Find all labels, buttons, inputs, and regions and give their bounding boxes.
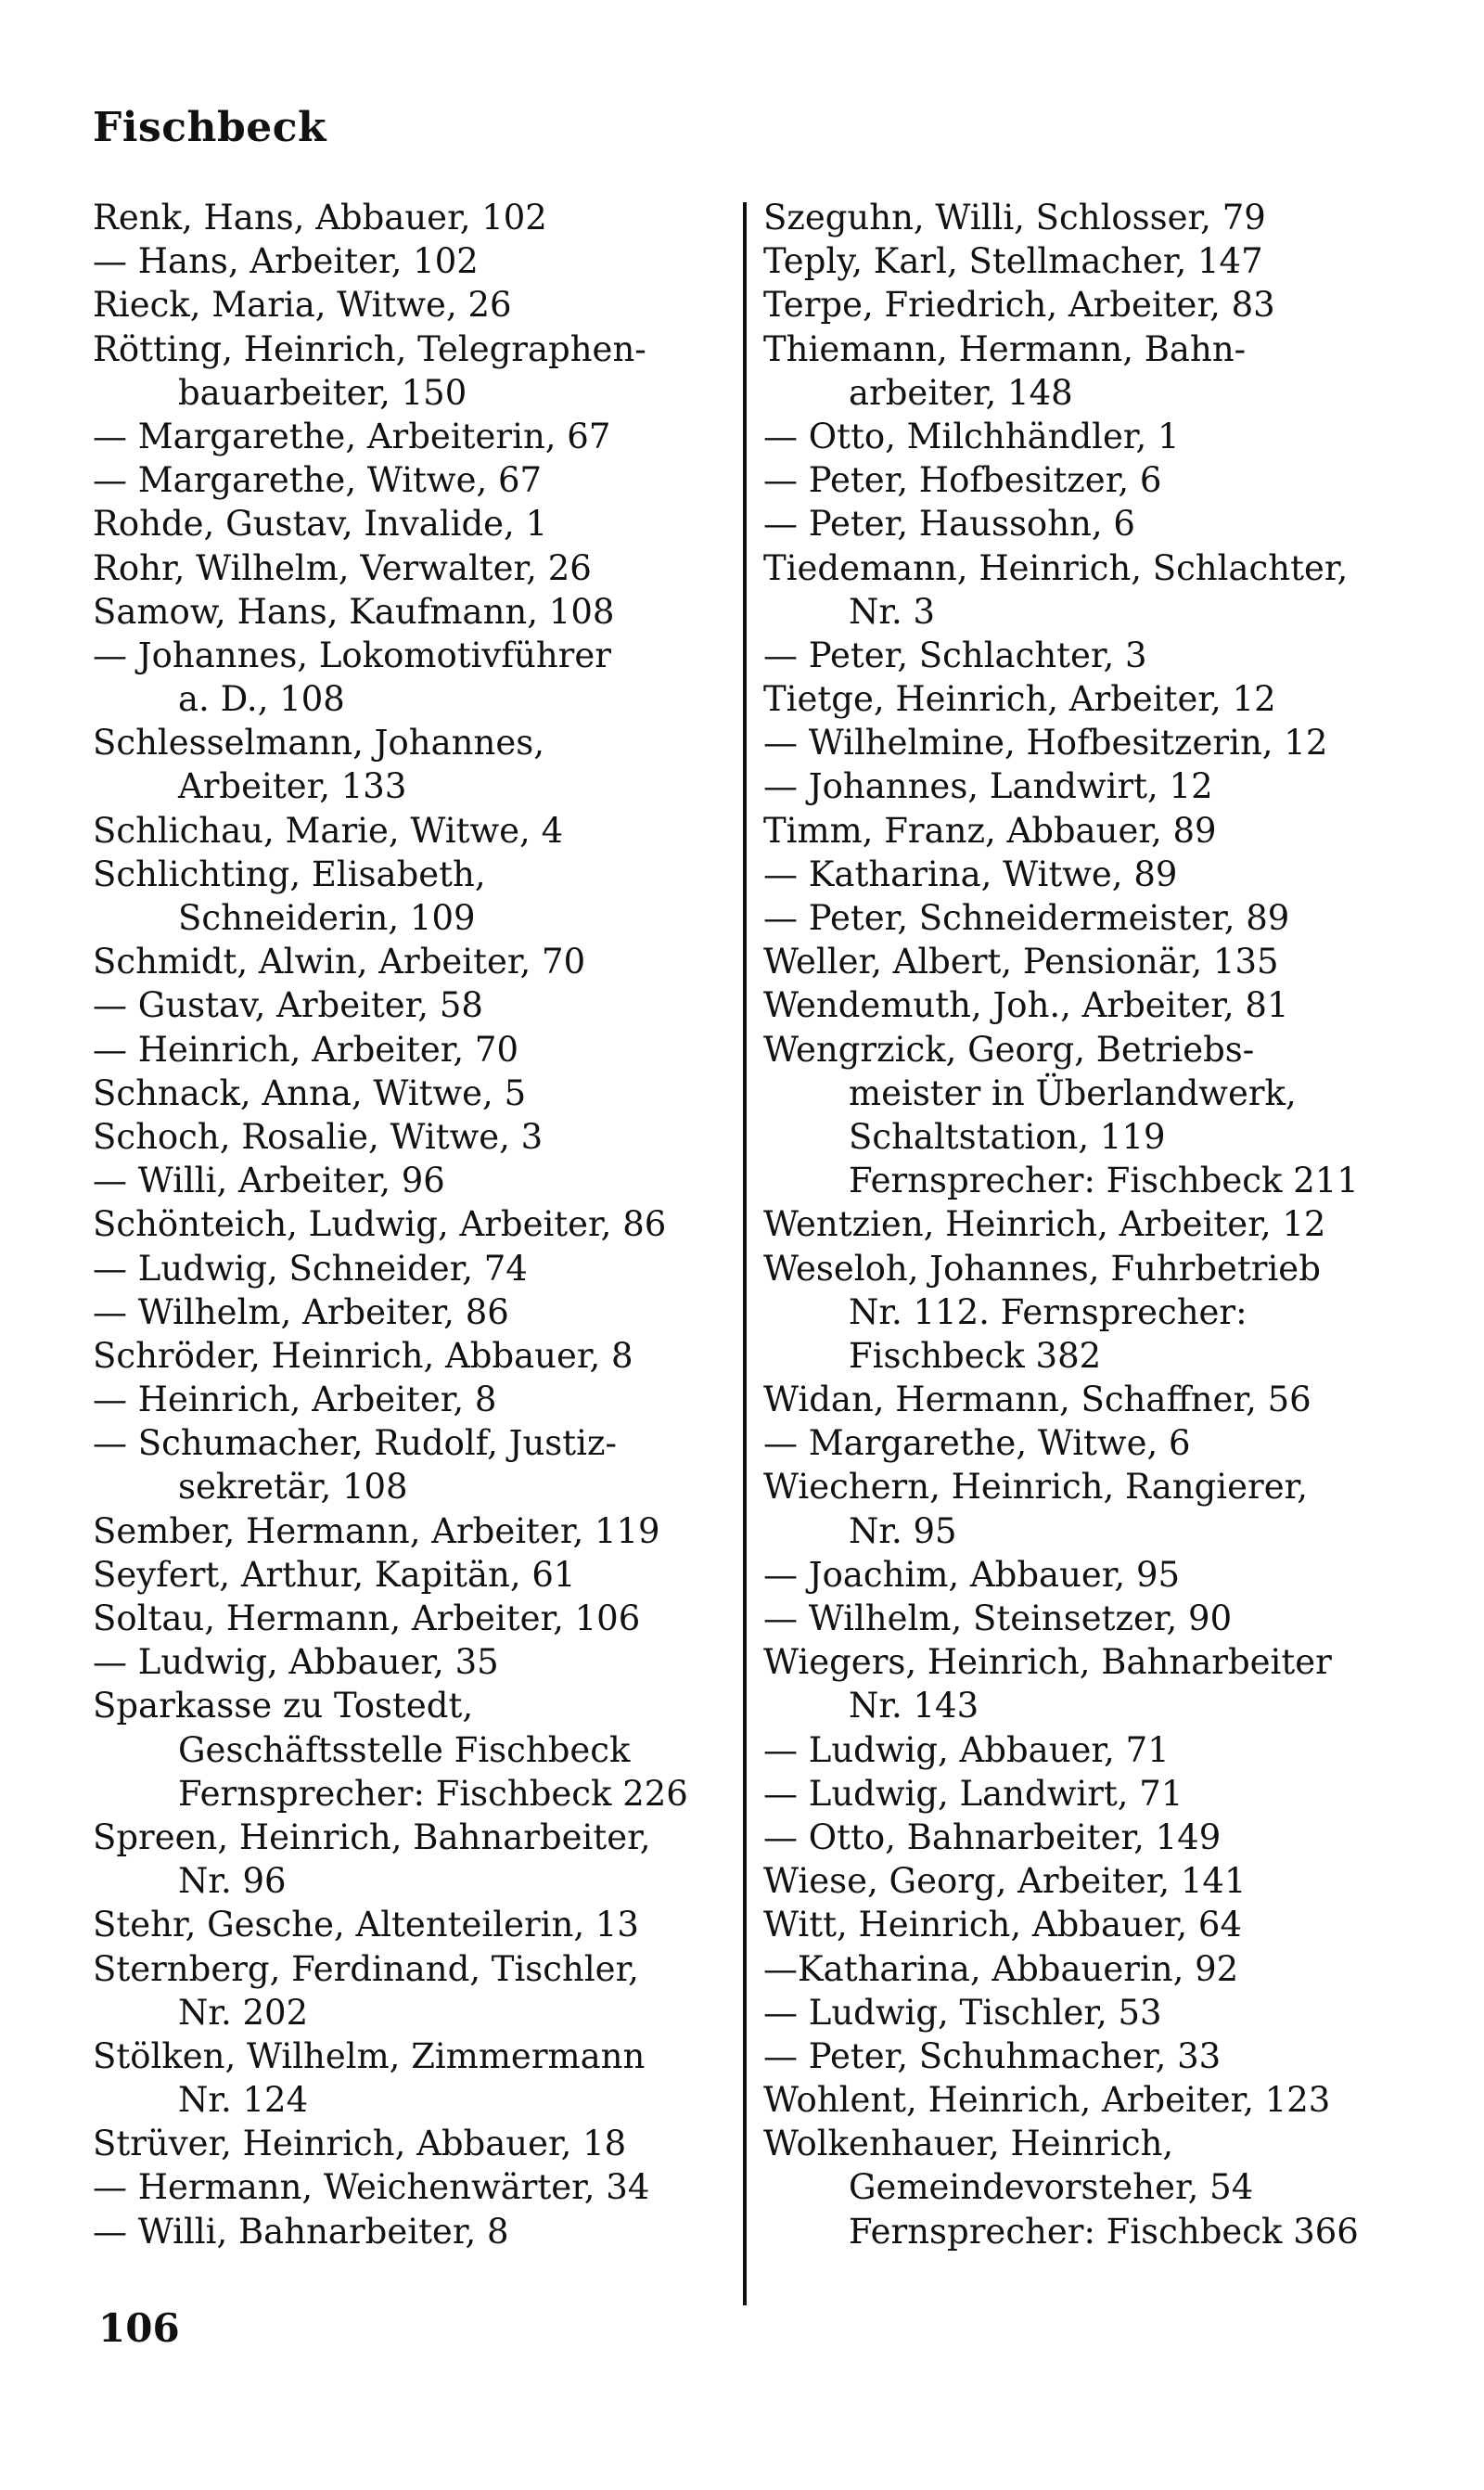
entry-line: Schoch, Rosalie, Witwe, 3	[93, 1116, 544, 1157]
entry-line: — Wilhelm, Arbeiter, 86	[93, 1291, 509, 1332]
directory-entry	[763, 634, 1403, 677]
directory-entry	[763, 1465, 1403, 1552]
directory-entry	[93, 2034, 733, 2122]
directory-entry	[93, 983, 733, 1027]
directory-entry	[93, 415, 733, 458]
directory-entry	[763, 1597, 1403, 1640]
directory-entry	[93, 1947, 733, 2034]
entry-line: — Ludwig, Tischler, 53	[763, 1992, 1162, 2033]
directory-entry	[93, 1640, 733, 1684]
entry-line: Schmidt, Alwin, Arbeiter, 70	[93, 942, 586, 982]
directory-entry	[93, 940, 733, 983]
directory-entry	[763, 1640, 1403, 1727]
entry-line: Renk, Hans, Abbauer, 102	[93, 198, 547, 237]
entry-line: — Schumacher, Rudolf, Justiz-	[93, 1423, 617, 1464]
directory-entry	[93, 283, 733, 327]
directory-entry	[93, 1378, 733, 1421]
entry-line: — Peter, Schlachter, 3	[763, 635, 1147, 675]
entry-line: Witt, Heinrich, Abbauer, 64	[763, 1905, 1242, 1945]
entry-line: Schlichting, Elisabeth,	[93, 854, 486, 894]
directory-entry	[763, 458, 1403, 502]
entry-line: — Wilhelm, Steinsetzer, 90	[763, 1598, 1233, 1638]
entry-line: Strüver, Heinrich, Abbauer, 18	[93, 2124, 627, 2164]
entry-line: — Johannes, Landwirt, 12	[763, 766, 1213, 807]
entry-line: Wohlent, Heinrich, Arbeiter, 123	[763, 2080, 1331, 2121]
directory-entry	[763, 721, 1403, 764]
entry-continuation: sekretär, 108	[178, 1467, 408, 1508]
directory-entry	[93, 1684, 733, 1816]
directory-entry	[93, 502, 733, 545]
entry-continuation: Schneiderin, 109	[178, 898, 476, 938]
directory-entry	[763, 415, 1403, 458]
entry-line: — Otto, Milchhändler, 1	[763, 416, 1180, 456]
directory-entry	[763, 546, 1403, 634]
directory-entry	[763, 1728, 1403, 1772]
entry-line: Thiemann, Hermann, Bahn-	[763, 328, 1247, 369]
entry-line: — Margarethe, Witwe, 67	[93, 460, 543, 501]
entry-line: Terpe, Friedrich, Arbeiter, 83	[763, 285, 1275, 326]
directory-entry	[763, 239, 1403, 283]
entry-line: Soltau, Hermann, Arbeiter, 106	[93, 1598, 641, 1638]
directory-entry	[93, 1247, 733, 1290]
entry-line: — Wilhelmine, Hofbesitzerin, 12	[763, 723, 1328, 764]
entry-line: Wengrzick, Georg, Betriebs-	[763, 1029, 1255, 1070]
entry-line: Stölken, Wilhelm, Zimmermann	[93, 2035, 646, 2076]
entry-line: Schlichau, Marie, Witwe, 4	[93, 810, 564, 851]
entry-line: — Ludwig, Landwirt, 71	[763, 1773, 1183, 1814]
directory-entry	[763, 940, 1403, 983]
entry-continuation: Nr. 143	[849, 1686, 979, 1726]
directory-entry	[93, 634, 733, 721]
directory-entry	[763, 677, 1403, 721]
entry-line: — Heinrich, Arbeiter, 70	[93, 1029, 518, 1070]
entry-continuation: Nr. 96	[178, 1861, 287, 1902]
entry-line: — Gustav, Arbeiter, 58	[93, 985, 483, 1026]
directory-entry	[93, 1159, 733, 1202]
entry-continuation: Fernsprecher: Fischbeck 211	[849, 1161, 1359, 1201]
entry-line: Teply, Karl, Stellmacher, 147	[763, 241, 1263, 282]
directory-entry	[763, 1378, 1403, 1421]
entry-line: Wolkenhauer, Heinrich,	[763, 2124, 1174, 2164]
entry-line: — Peter, Hofbesitzer, 6	[763, 460, 1162, 501]
directory-entry	[763, 2122, 1403, 2253]
entry-continuation: meister in Überlandwerk,	[849, 1072, 1297, 1113]
directory-entry	[763, 1772, 1403, 1816]
entry-line: Tietge, Heinrich, Arbeiter, 12	[763, 679, 1276, 720]
entry-line: Wiese, Georg, Arbeiter, 141	[763, 1861, 1247, 1902]
directory-entry	[763, 1421, 1403, 1465]
entry-line: Schnack, Anna, Witwe, 5	[93, 1072, 527, 1113]
entry-continuation: Nr. 3	[849, 591, 936, 632]
entry-line: Wentzien, Heinrich, Arbeiter, 12	[763, 1204, 1326, 1245]
entry-line: — Johannes, Lokomotivführer	[93, 635, 611, 675]
directory-entry	[763, 1991, 1403, 2034]
directory-entry	[93, 1421, 733, 1508]
entry-line: — Ludwig, Abbauer, 35	[93, 1642, 499, 1683]
directory-entry	[93, 1202, 733, 1246]
entry-line: — Ludwig, Schneider, 74	[93, 1248, 528, 1289]
entry-line: Sember, Hermann, Arbeiter, 119	[93, 1510, 660, 1551]
entry-line: Rieck, Maria, Witwe, 26	[93, 285, 512, 326]
entry-continuation: Fischbeck 382	[849, 1335, 1102, 1376]
entry-line: — Katharina, Witwe, 89	[763, 854, 1178, 894]
directory-entry	[93, 2122, 733, 2165]
entry-line: Timm, Franz, Abbauer, 89	[763, 810, 1217, 851]
directory-entry	[763, 1553, 1403, 1597]
entry-line: — Heinrich, Arbeiter, 8	[93, 1380, 497, 1420]
right-column	[763, 196, 1403, 2253]
entry-line: Wendemuth, Joh., Arbeiter, 81	[763, 985, 1289, 1026]
directory-entry	[763, 1903, 1403, 1946]
entry-line: — Willi, Arbeiter, 96	[93, 1161, 445, 1201]
directory-entry	[763, 327, 1403, 415]
directory-entry	[763, 1028, 1403, 1203]
entry-continuation: Geschäftsstelle Fischbeck	[178, 1729, 631, 1770]
directory-entry	[763, 1816, 1403, 1859]
entry-line: Samow, Hans, Kaufmann, 108	[93, 591, 615, 632]
entry-line: — Willi, Bahnarbeiter, 8	[93, 2211, 509, 2252]
directory-entry	[93, 1115, 733, 1159]
entry-line: — Peter, Schuhmacher, 33	[763, 2035, 1222, 2076]
entry-line: Weseloh, Johannes, Fuhrbetrieb	[763, 1248, 1321, 1289]
entry-line: —Katharina, Abbauerin, 92	[763, 1948, 1239, 1989]
entry-line: — Ludwig, Abbauer, 71	[763, 1729, 1170, 1770]
entry-line: — Hermann, Weichenwärter, 34	[93, 2167, 650, 2208]
entry-line: — Hans, Arbeiter, 102	[93, 241, 479, 282]
entry-line: — Margarethe, Witwe, 6	[763, 1423, 1191, 1464]
entry-line: — Margarethe, Arbeiterin, 67	[93, 416, 611, 456]
directory-entry	[93, 327, 733, 415]
directory-entry	[763, 1947, 1403, 1991]
directory-entry	[93, 1509, 733, 1553]
entry-continuation: arbeiter, 148	[849, 372, 1073, 413]
directory-entry	[93, 196, 733, 239]
entry-line: Schönteich, Ludwig, Arbeiter, 86	[93, 1204, 667, 1245]
entry-continuation: Nr. 124	[178, 2080, 309, 2121]
entry-line: — Peter, Haussohn, 6	[763, 504, 1135, 545]
directory-entry	[93, 721, 733, 808]
directory-entry	[93, 590, 733, 634]
entry-line: Seyfert, Arthur, Kapitän, 61	[93, 1554, 576, 1595]
entry-line: Rötting, Heinrich, Telegraphen-	[93, 328, 646, 369]
entry-continuation: a. D., 108	[178, 679, 345, 720]
column-divider	[743, 202, 747, 2305]
directory-entry	[93, 2165, 733, 2209]
directory-entry	[763, 983, 1403, 1027]
directory-entry	[763, 2078, 1403, 2122]
left-column	[93, 196, 733, 2253]
entry-continuation: Gemeindevorsteher, 54	[849, 2167, 1254, 2208]
entry-line: Tiedemann, Heinrich, Schlachter,	[763, 547, 1349, 588]
entry-continuation: Fernsprecher: Fischbeck 366	[849, 2211, 1359, 2252]
directory-entry	[93, 1597, 733, 1640]
directory-entry	[93, 1290, 733, 1334]
directory-entry	[763, 2034, 1403, 2078]
entry-continuation: Fernsprecher: Fischbeck 226	[178, 1773, 688, 1814]
directory-entry	[763, 1202, 1403, 1246]
entry-line: — Joachim, Abbauer, 95	[763, 1554, 1181, 1595]
directory-entry	[763, 502, 1403, 545]
directory-entry	[763, 1859, 1403, 1903]
entry-line: Rohr, Wilhelm, Verwalter, 26	[93, 547, 592, 588]
directory-entry	[93, 1334, 733, 1378]
directory-entry	[763, 853, 1403, 896]
directory-entry	[93, 809, 733, 853]
directory-entry	[93, 1028, 733, 1072]
entry-line: — Otto, Bahnarbeiter, 149	[763, 1816, 1222, 1857]
directory-entry	[763, 764, 1403, 808]
entry-line: Szeguhn, Willi, Schlosser, 79	[763, 198, 1266, 237]
entry-line: Widan, Hermann, Schaffner, 56	[763, 1380, 1311, 1420]
entry-line: Schröder, Heinrich, Abbauer, 8	[93, 1335, 633, 1376]
directory-entry	[93, 546, 733, 590]
directory-entry	[93, 1903, 733, 1946]
directory-entry	[93, 853, 733, 940]
entry-line: Wiegers, Heinrich, Bahnarbeiter	[763, 1642, 1332, 1683]
entry-continuation: Nr. 95	[849, 1510, 957, 1551]
directory-entry	[93, 1816, 733, 1903]
entry-continuation: bauarbeiter, 150	[178, 372, 467, 413]
entry-line: Rohde, Gustav, Invalide, 1	[93, 504, 548, 545]
entry-continuation: Nr. 202	[178, 1992, 309, 2033]
entry-line: Weller, Albert, Pensionär, 135	[763, 942, 1279, 982]
directory-entry	[763, 896, 1403, 940]
entry-line: Sparkasse zu Tostedt,	[93, 1686, 474, 1726]
directory-entry	[93, 2210, 733, 2253]
directory-entry	[763, 283, 1403, 327]
directory-entry	[93, 1072, 733, 1115]
directory-entry	[93, 239, 733, 283]
entry-line: Schlesselmann, Johannes,	[93, 723, 544, 764]
entry-continuation: Nr. 112. Fernsprecher:	[849, 1291, 1247, 1332]
page-header: Fischbeck	[93, 104, 327, 151]
entry-line: Stehr, Gesche, Altenteilerin, 13	[93, 1905, 639, 1945]
entry-line: — Peter, Schneidermeister, 89	[763, 898, 1290, 938]
directory-entry	[763, 809, 1403, 853]
entry-line: Spreen, Heinrich, Bahnarbeiter,	[93, 1816, 651, 1857]
directory-entry	[93, 1553, 733, 1597]
directory-entry	[763, 196, 1403, 239]
directory-entry	[93, 458, 733, 502]
entry-line: Wiechern, Heinrich, Rangierer,	[763, 1467, 1308, 1508]
entry-continuation: Arbeiter, 133	[178, 766, 407, 807]
page-number: 106	[98, 2305, 180, 2351]
entry-line: Sternberg, Ferdinand, Tischler,	[93, 1948, 639, 1989]
directory-entry	[763, 1247, 1403, 1379]
entry-continuation: Schaltstation, 119	[849, 1116, 1166, 1157]
